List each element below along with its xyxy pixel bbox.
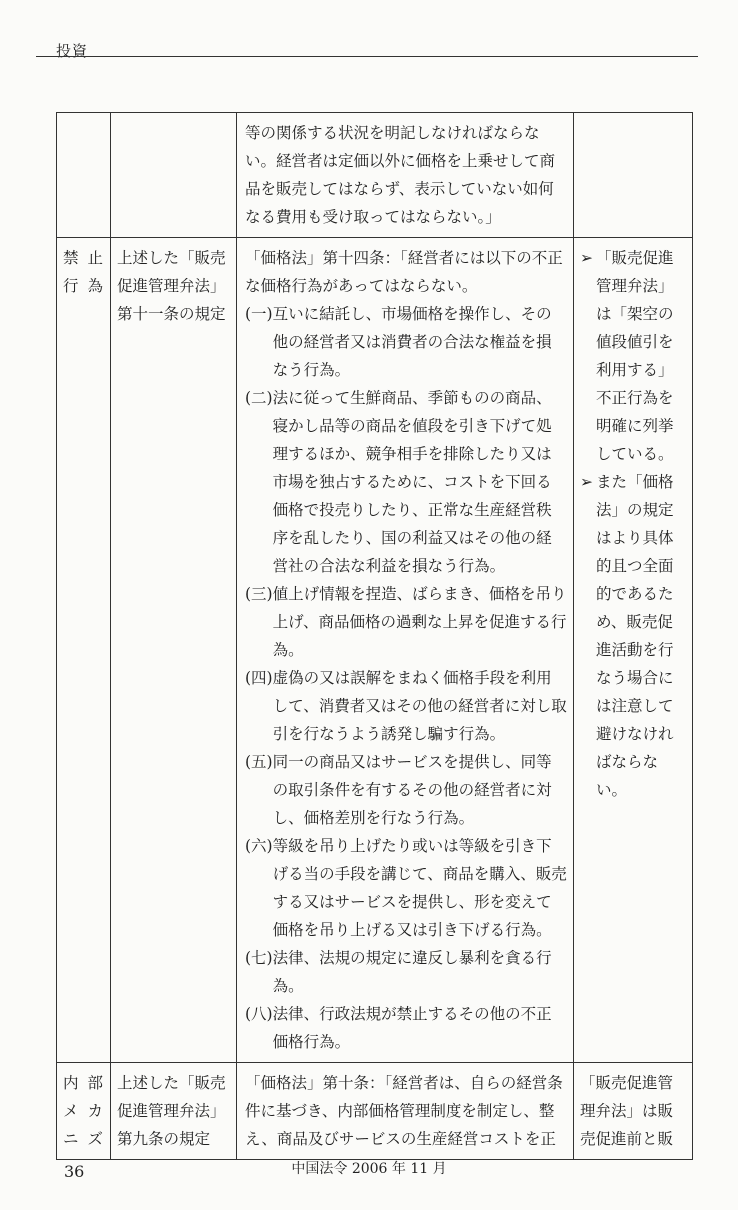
- law-text-cell: [237, 238, 574, 1063]
- item-text: 値上げ情報を捏造、ばらまき、価格を吊り上げ、商品価格の過剰な上昇を促進する行為。: [272, 585, 567, 659]
- item-text: 法律、法規の規定に違反し暴利を貪る行為。: [272, 949, 552, 995]
- reference-cell: 上述した「販売促進管理弁法」第十一条の規定: [111, 238, 237, 1063]
- notes-cell: [574, 238, 693, 1063]
- comparison-table: [56, 112, 692, 1160]
- item-number: (二): [245, 389, 273, 407]
- item-text: 法律、行政法規が禁止するその他の不正価格行為。: [272, 1005, 552, 1051]
- item-number: (四): [245, 669, 273, 687]
- reference-cell: 上述した「販売促進管理弁法」第九条の規定: [111, 1063, 237, 1160]
- item-text: 互いに結託し、市場価格を操作し、その他の経営者又は消費者の合法な権益を損なう行為。: [272, 305, 552, 379]
- category-cell: 禁止行為: [57, 238, 111, 1063]
- item-number: (八): [245, 1005, 273, 1023]
- list-item: [245, 832, 567, 944]
- publication-footer: 中国法令 2006 年 11 月: [291, 1161, 447, 1177]
- item-number: (五): [245, 753, 273, 771]
- notes-cell: 「販売促進管理弁法」は販売促進前と販: [574, 1063, 693, 1160]
- list-item: [245, 664, 567, 748]
- notes-cell-empty: [574, 113, 693, 238]
- page-number: 36: [64, 1162, 85, 1181]
- note-text: 「販売促進管理弁法」は「架空の値段値引を利用する」不正行為を明確に列挙している。: [596, 249, 674, 463]
- table-row-internal-mechanism: [57, 1063, 693, 1160]
- law-text-cell: 等の関係する状況を明記しなければならない。経営者は定価以外に価格を上乗せして商品を販売してはならず、表示していない如何なる費用も受け取ってはならない。」: [237, 113, 574, 238]
- item-number: (六): [245, 837, 273, 855]
- list-item: [245, 580, 567, 664]
- note-text: また「価格法」の規定はより具体的且つ全面的であるため、販売促進活動を行なう場合には注意して避けなければならない。: [596, 473, 674, 799]
- list-item: [245, 1000, 567, 1056]
- list-item: [245, 384, 567, 580]
- list-item: [245, 944, 567, 1000]
- arrow-bullet-icon: ➢: [580, 473, 593, 491]
- law-text-cell: 「価格法」第十条：「経営者は、自らの経営条件に基づき、内部価格管理制度を制定し、整え、商品及びサービスの生産経営コストを正: [237, 1063, 574, 1160]
- law-items-list: [245, 300, 567, 1056]
- category-cell-empty: [57, 113, 111, 238]
- item-number: (七): [245, 949, 273, 967]
- arrow-bullet-icon: ➢: [580, 249, 593, 267]
- item-text: 虚偽の又は誤解をまねく価格手段を利用して、消費者又はその他の経営者に対し取引を行なうよう誘発し騙す行為。: [272, 669, 567, 743]
- reference-cell-empty: [111, 113, 237, 238]
- note-item: [580, 244, 686, 468]
- table-row-continued: [57, 113, 693, 238]
- running-header: 投資: [56, 42, 89, 60]
- item-text: 等級を吊り上げたり或いは等級を引き下げる当の手段を講じて、商品を購入、販売する又はサービスを提供し、形を変えて価格を吊り上げる又は引き下げる行為。: [272, 837, 567, 939]
- item-number: (三): [245, 585, 273, 603]
- law-intro: 「価格法」第十四条：「経営者には以下の不正な価格行為があってはならない。: [245, 249, 563, 295]
- table-row-prohibited-acts: [57, 238, 693, 1063]
- item-text: 同一の商品又はサービスを提供し、同等の取引条件を有するその他の経営者に対し、価格差別を行なう行為。: [272, 753, 552, 827]
- item-number: (一): [245, 305, 273, 323]
- note-item: [580, 468, 686, 804]
- list-item: [245, 748, 567, 832]
- category-cell: 内部メカニズ: [57, 1063, 111, 1160]
- header-rule: [36, 56, 698, 57]
- list-item: [245, 300, 567, 384]
- item-text: 法に従って生鮮商品、季節ものの商品、寝かし品等の商品を値段を引き下げて処理するほか、競争相手を排除したり又は市場を独占するために、コストを下回る価格で投売りしたり、正常な生産経営秩序を乱したり、国の利益又はその他の経営社の合法な利益を損なう行為。: [272, 389, 552, 575]
